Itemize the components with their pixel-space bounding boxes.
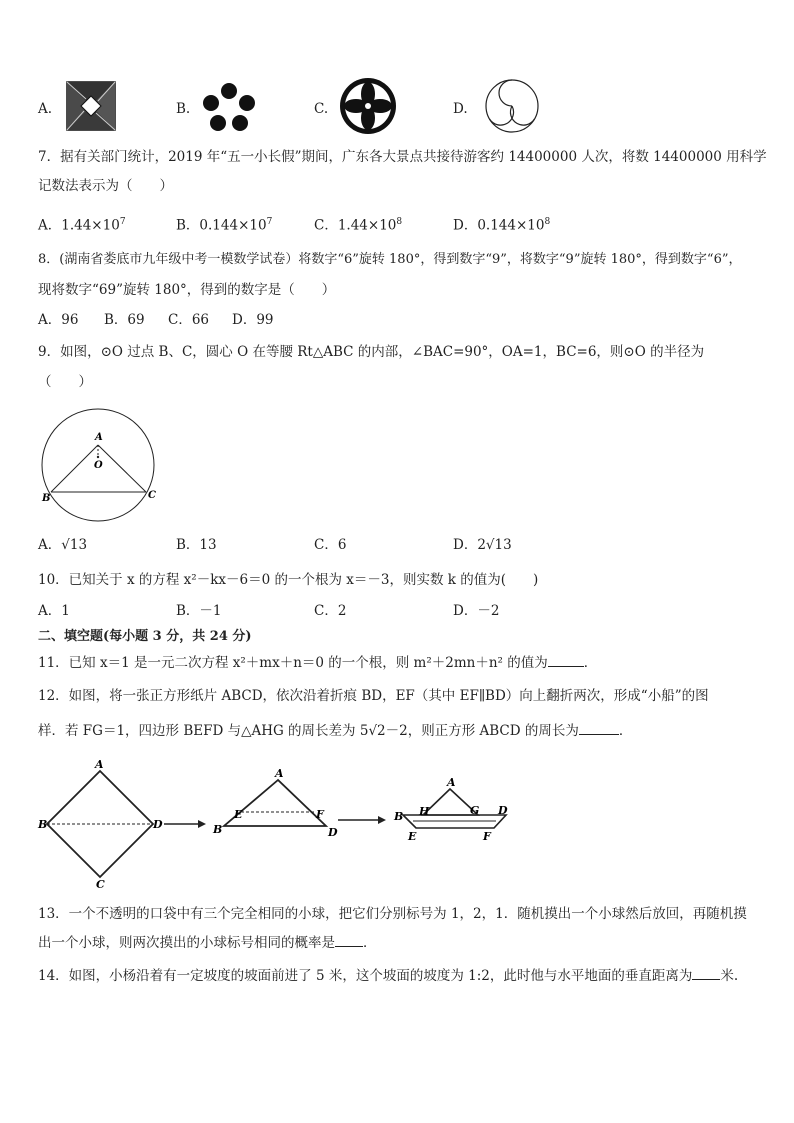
q8-option-d: D．99 [232,312,274,328]
q12-folding-figure [36,758,526,893]
q6-option-d-figure [483,79,541,133]
q11-stem: 11．已知 x＝1 是一元二次方程 x²＋mx＋n＝0 的一个根，则 m²＋2mn＋n² 的值为 ． [38,655,598,671]
q7-option-b: B．$0.144\times 10^7$ [176,217,273,234]
q9-label-b: B [42,493,51,504]
svg-text:E: E [408,830,417,843]
q10-option-a: A．1 [38,603,70,619]
svg-text:E: E [234,808,243,821]
q14-stem: 14．如图，小杨沿着有一定坡度的坡面前进了 5 米，这个坡面的坡度为 1:2，此时他与水平地面的垂直距离为 米. [38,968,739,984]
svg-text:A: A [95,758,104,771]
svg-text:F: F [483,830,491,843]
section-fill-in-heading: 二、填空题(每小题 3 分，共 24 分) [38,629,252,644]
svg-text:B: B [38,818,48,831]
q8-stem-line1: 8．(湖南省娄底市九年级中考一模数学试卷）将数字“6”旋转 180°，得到数字“9”，将数字“9”旋转 180°，得到数字“6”， [38,252,742,267]
svg-text:A: A [447,776,456,789]
q7-stem-line1: 7．据有关部门统计，2019 年“五一小长假”期间，广东各大景点共接待游客约 14400000 人次，将数 14400000 用科学 [38,149,767,165]
q12-stem-line2: 样．若 FG＝1，四边形 BEFD 与△AHG 的周长差为 5√2－2，则正方形 ABCD 的周长为 ． [38,723,633,739]
q6-option-c-figure [338,77,398,135]
q9-stem-line2: （ ） [38,374,92,390]
q8-stem-line2: 现将数字“69”旋转 180°，得到的数字是（ ） [38,282,336,298]
svg-text:D: D [328,826,338,839]
q9-label-o: O [94,460,103,471]
svg-text:G: G [470,804,480,817]
q8-option-c: C．66 [168,312,210,328]
q6-option-a-figure [66,81,116,131]
q10-option-d: D．－2 [453,603,500,619]
q7-option-d: D．$0.144\times 10^8$ [453,217,551,234]
q6-option-a-label: A. [38,101,53,117]
q12-stem-line1: 12．如图，将一张正方形纸片 ABCD，依次沿着折痕 BD，EF（其中 EF∥BD）向上翻折两次，形成“小船”的图 [38,688,709,704]
svg-text:C: C [96,878,105,891]
q9-stem-line1: 9．如图，⊙O 过点 B、C，圆心 O 在等腰 Rt△ABC 的内部，∠BAC=90°，OA=1，BC=6，则⊙O 的半径为 [38,344,705,360]
svg-text:F: F [316,808,324,821]
svg-text:H: H [419,805,430,818]
q7-option-c: C．$1.44\times 10^8$ [314,217,403,234]
q7-option-a: A．$1.44\times 10^7$ [38,217,126,234]
q7-stem-line2: 记数法表示为（ ） [38,178,173,194]
q9-label-c: C [148,490,156,501]
q6-option-b-figure [200,82,258,132]
svg-text:B: B [394,810,404,823]
svg-text:D: D [153,818,163,831]
svg-text:D: D [498,804,508,817]
q9-option-a: A．√13 [38,537,88,553]
q9-label-a: A [95,432,103,443]
q9-option-d: D．2√13 [453,537,512,553]
q6-option-b-label: B. [176,101,191,117]
q9-circle-figure [38,405,168,525]
q10-stem: 10．已知关于 x 的方程 x²－kx－6＝0 的一个根为 x＝－3，则实数 k 的值为( ) [38,572,539,588]
q9-option-b: B．13 [176,537,217,553]
q10-option-c: C．2 [314,603,347,619]
q6-option-c-label: C. [314,101,329,117]
q9-option-c: C．6 [314,537,347,553]
svg-text:B: B [213,823,223,836]
q8-option-b: B．69 [104,312,145,328]
q6-option-d-label: D. [453,101,468,117]
q8-option-a: A．96 [38,312,79,328]
svg-text:A: A [275,767,284,780]
q10-option-b: B．－1 [176,603,222,619]
q13-stem-line2: 出一个小球，则两次摸出的小球标号相同的概率是 ． [38,935,377,951]
q13-stem-line1: 13．一个不透明的口袋中有三个完全相同的小球，把它们分别标号为 1，2，1．随机摸出一个小球然后放回，再随机摸 [38,906,747,922]
